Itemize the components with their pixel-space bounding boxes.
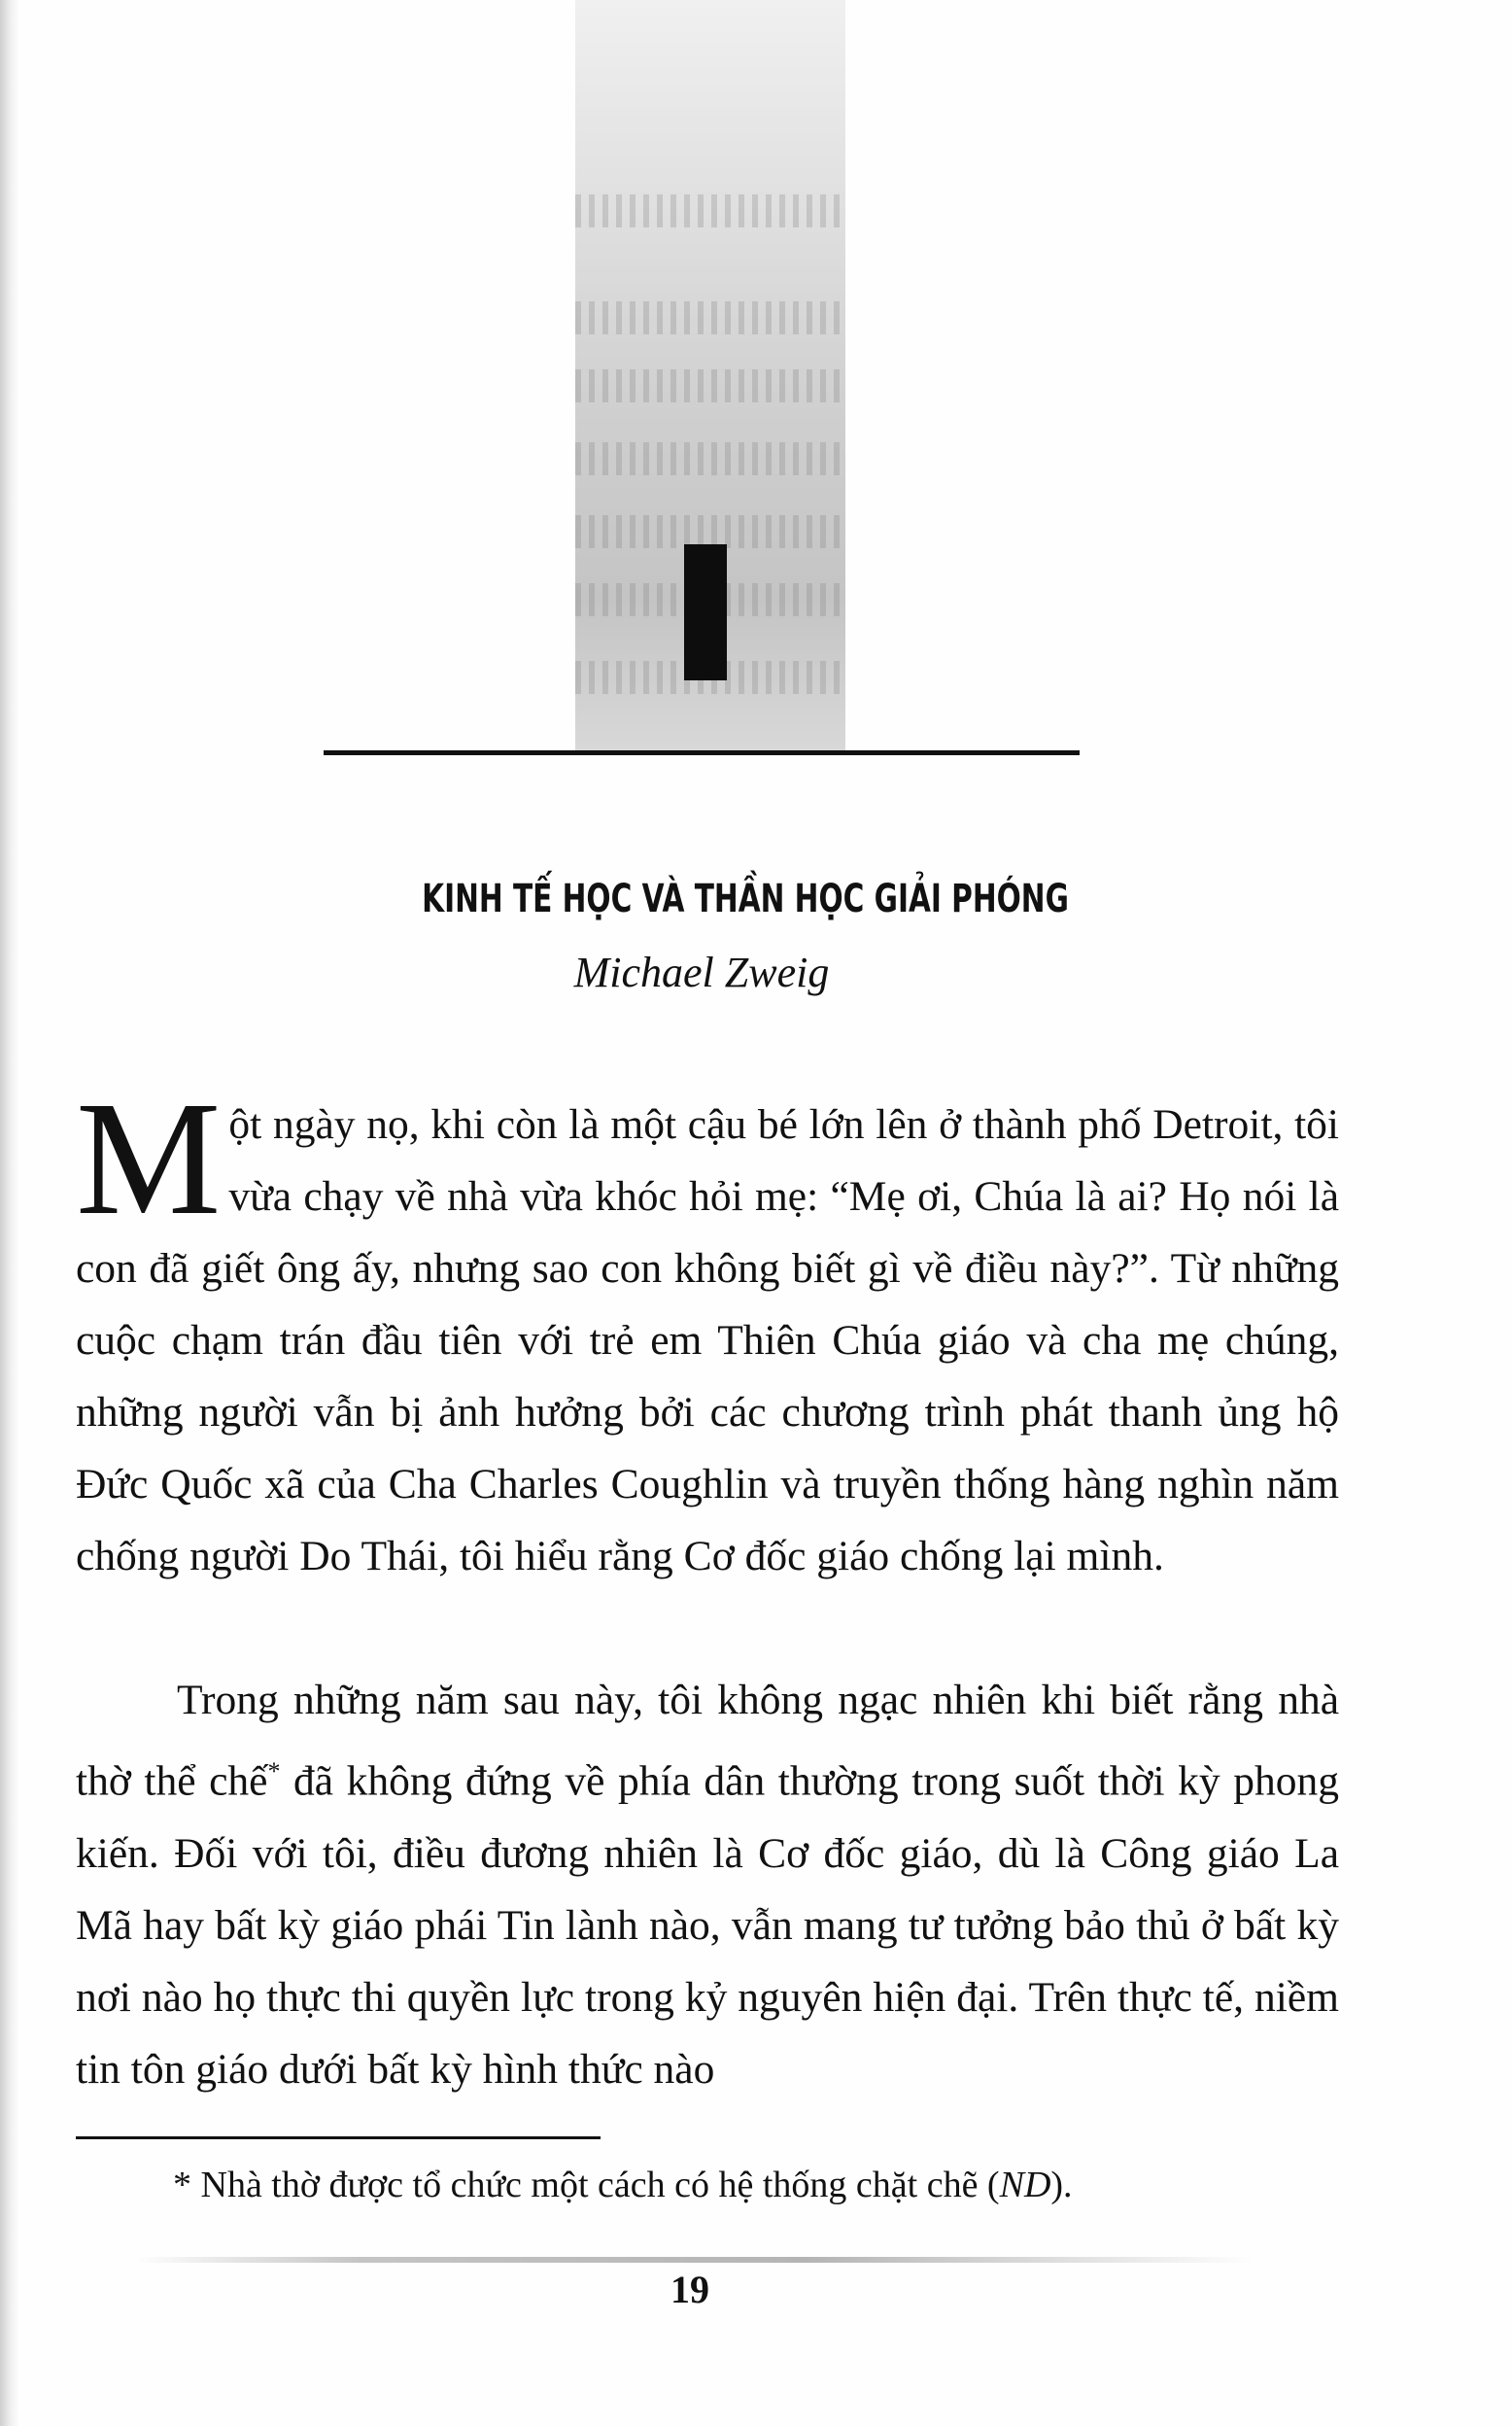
ghost-text-line — [575, 515, 845, 548]
ghost-text-line — [575, 369, 845, 402]
footnote — [173, 2158, 1242, 2212]
ghost-text-line — [575, 301, 845, 334]
chapter-title: KINH TẾ HỌC VÀ THẦN HỌC GIẢI PHÓNG — [422, 877, 1069, 921]
paragraph-2 — [76, 1664, 1339, 2105]
page-number: 19 — [670, 2268, 709, 2311]
footnote-text: Nhà thờ được tổ chức một cách có hệ thống chặt chẽ ( — [191, 2165, 1000, 2205]
paragraph-1 — [76, 1068, 1339, 1592]
drop-cap: M — [76, 1068, 222, 1249]
footnote-end: ). — [1050, 2165, 1073, 2205]
ghost-text-line — [575, 194, 845, 227]
footnote-marker: * — [267, 1757, 281, 1785]
paragraph-1-text: ột ngày nọ, khi còn là một cậu bé lớn lên ở thành phố Detroit, tôi vừa chạy về nhà vừa khóc hỏi mẹ: “Mẹ ơi, Chúa là ai? Họ nói là con đã giết ông ấy, nhưng sao con không biết gì về điều này?”. Từ những cuộc chạm trán đầu tiên với trẻ em Thiên Chúa giáo và cha mẹ chúng, những người vẫn bị ảnh hưởng bởi các chương trình phát thanh ủng hộ Đức Quốc xã của Cha Charles Coughlin và truyền thống hàng nghìn năm chống người Do Thái, tôi hiểu rằng Cơ đốc giáo chống lại mình. — [76, 1101, 1339, 1579]
chapter-author: Michael Zweig — [573, 949, 830, 996]
page-edge-shadow — [0, 0, 19, 2426]
ghost-text-line — [575, 442, 845, 475]
footnote-divider — [76, 2136, 601, 2139]
scan-smudge — [136, 2257, 1254, 2263]
footnote-marker: * — [173, 2165, 191, 2205]
paragraph-2-text-start: Trong những năm sau này, tôi không ngạc nhiên khi biết rằng nhà thờ thể chế — [76, 1677, 1339, 1805]
footnote-abbrev: ND — [999, 2165, 1051, 2205]
chapter-number-glyph — [684, 544, 727, 680]
paragraph-2-text-end: đã không đứng về phía dân thường trong suốt thời kỳ phong kiến. Đối với tôi, điều đương nhiên là Cơ đốc giáo, dù là Công giáo La Mã hay bất kỳ giáo phái Tin lành nào, vẫn mang tư tưởng bảo thủ ở bất kỳ nơi nào họ thực thi quyền lực trong kỷ nguyên hiện đại. Trên thực tế, niềm tin tôn giáo dưới bất kỳ hình thức nào — [76, 1757, 1339, 2093]
chapter-divider — [324, 750, 1080, 755]
